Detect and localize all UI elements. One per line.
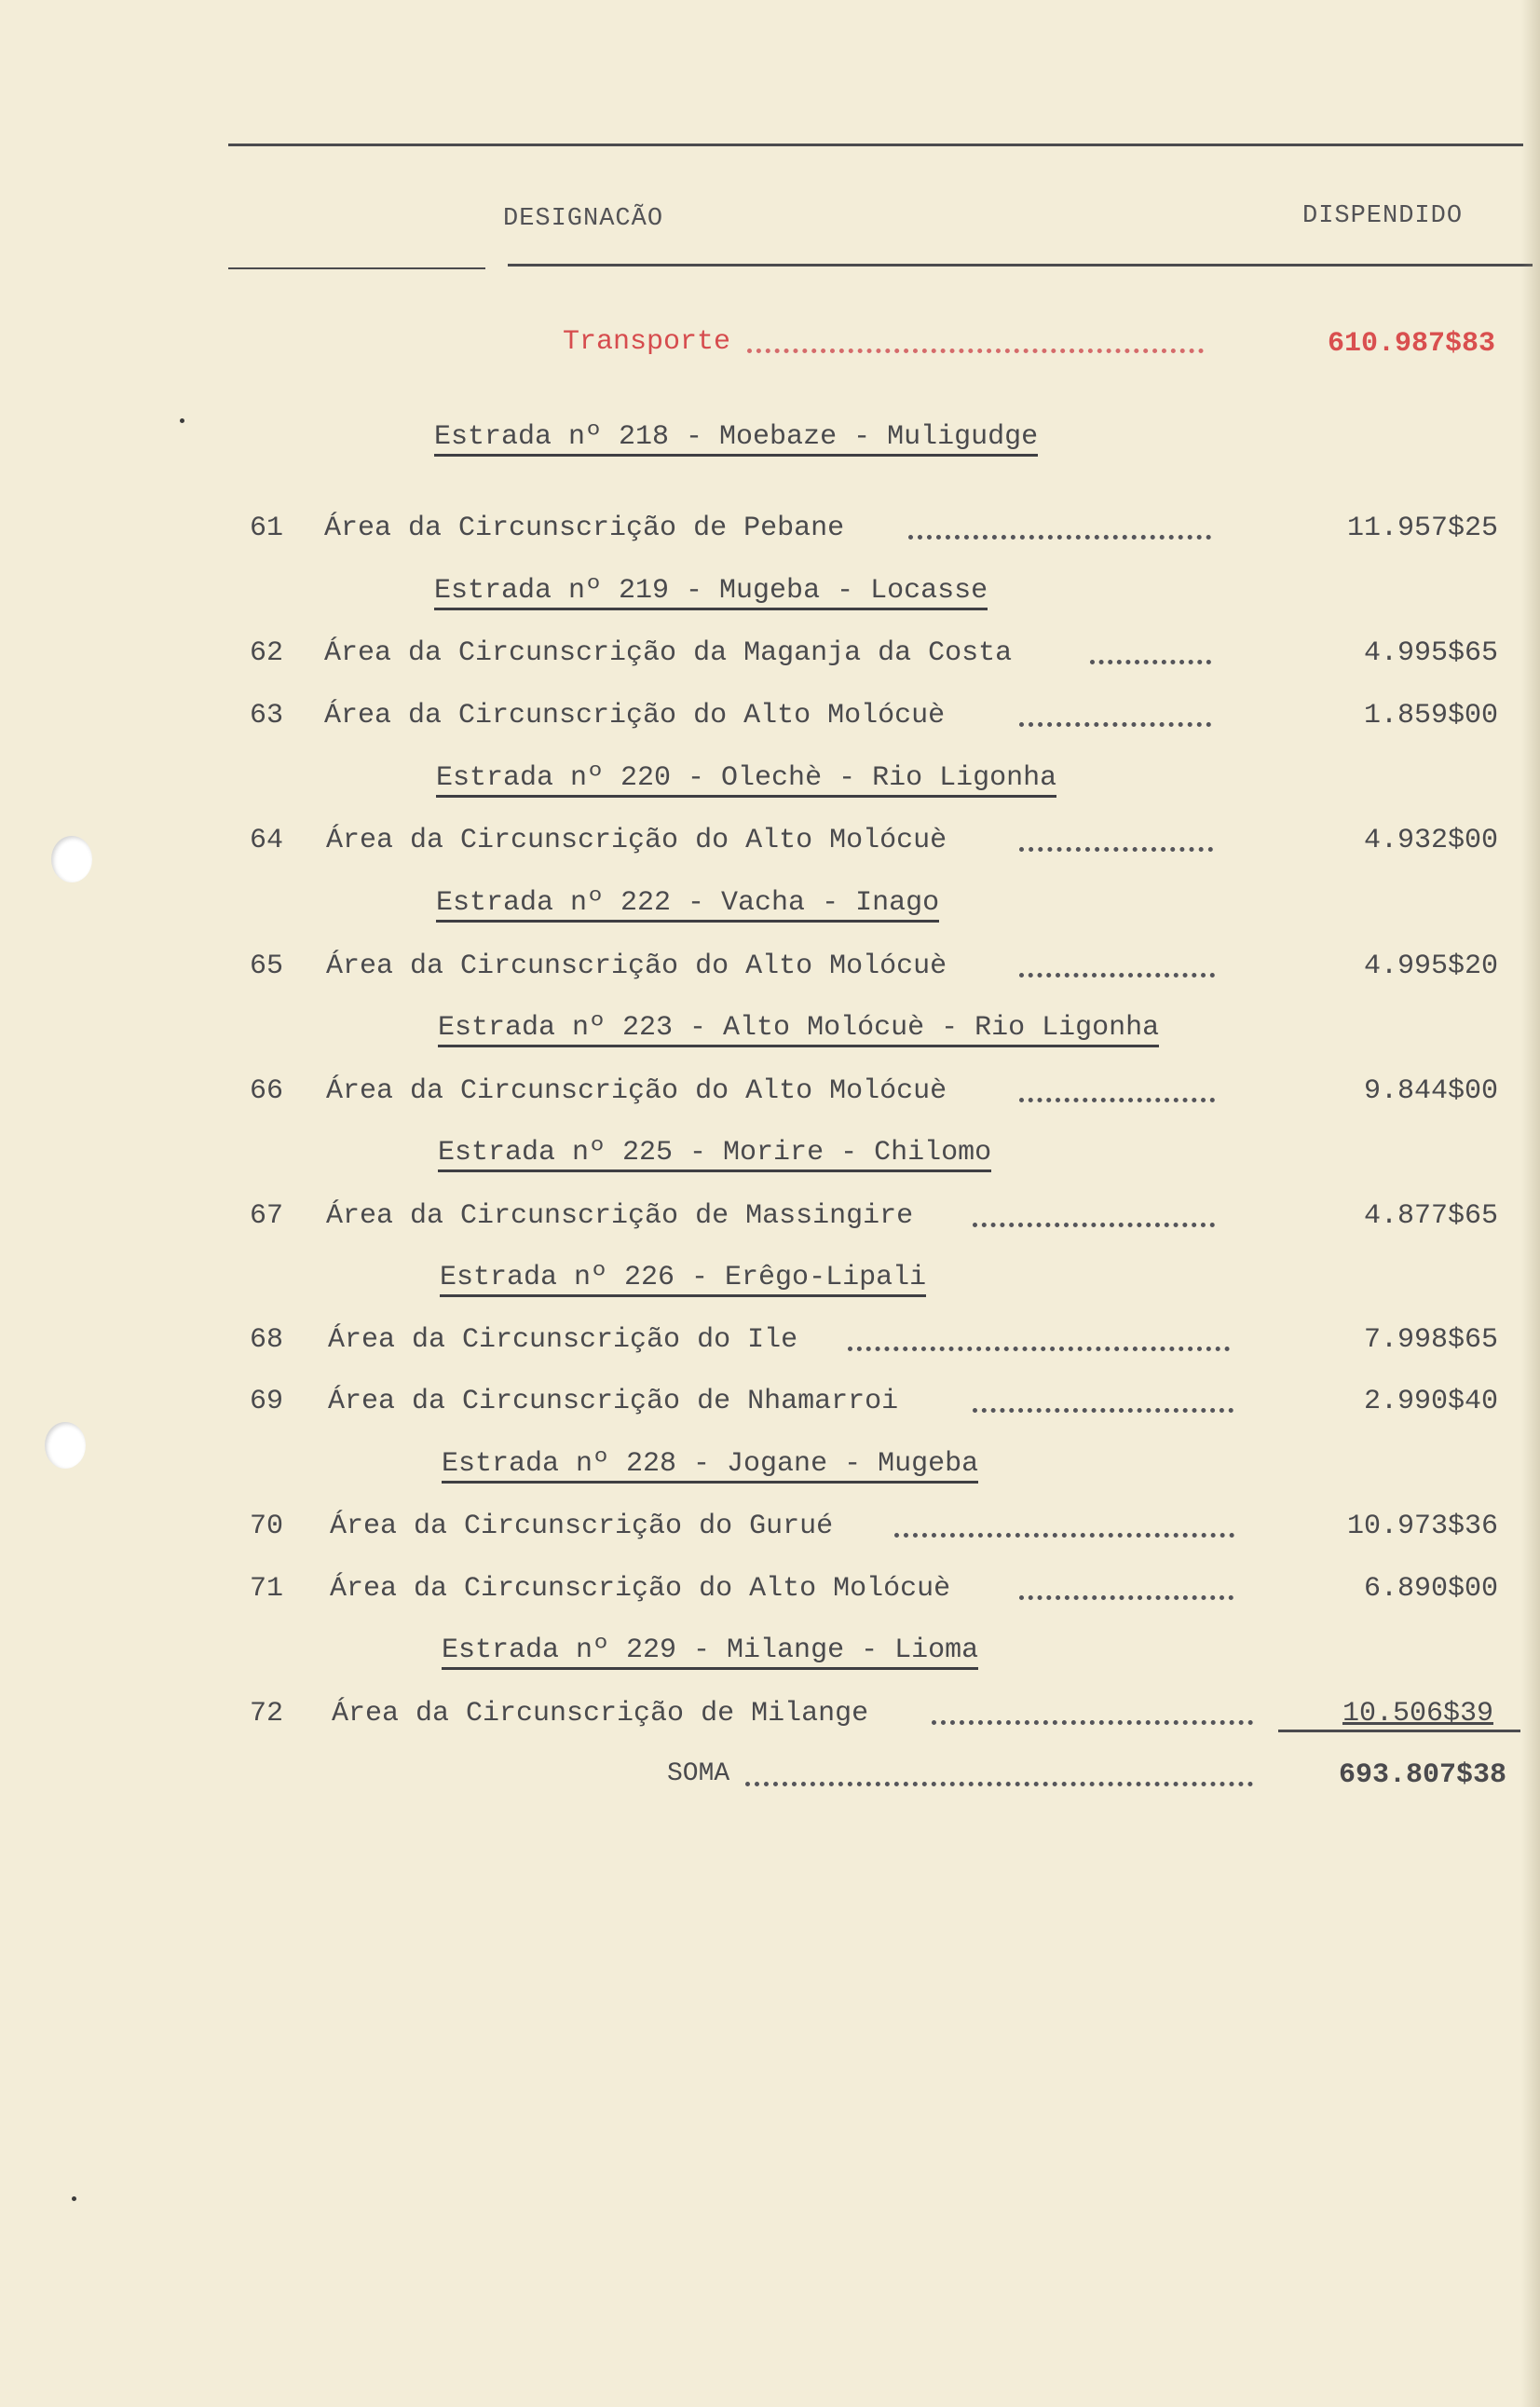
item-amount: 10.506$39 xyxy=(1342,1698,1493,1730)
item-number: 63 xyxy=(250,700,284,732)
item-number: 62 xyxy=(250,637,284,669)
line-item-69 xyxy=(0,1386,1540,1430)
item-amount: 1.859$00 xyxy=(1363,700,1498,732)
total-rule xyxy=(1278,1730,1520,1732)
line-item-70 xyxy=(0,1511,1540,1555)
road-heading: Estrada nº 220 - Olechè - Rio Ligonha xyxy=(436,762,1056,798)
item-amount: 4.995$65 xyxy=(1363,637,1498,669)
total-label: SOMA xyxy=(667,1759,730,1788)
road-heading: Estrada nº 225 - Morire - Chilomo xyxy=(438,1137,991,1172)
item-number: 61 xyxy=(250,513,284,544)
road-heading: Estrada nº 228 - Jogane - Mugeba xyxy=(442,1448,978,1484)
transport-leader xyxy=(747,349,1204,353)
total-amount: 693.807$38 xyxy=(1338,1759,1506,1791)
total-leader xyxy=(745,1782,1253,1786)
road-heading: Estrada nº 222 - Vacha - Inago xyxy=(436,887,939,923)
item-amount: 4.932$00 xyxy=(1363,825,1498,856)
transport-label: Transporte xyxy=(563,326,731,358)
item-leader xyxy=(932,1720,1253,1725)
road-heading: Estrada nº 229 - Milange - Lioma xyxy=(442,1634,978,1670)
item-leader xyxy=(1019,847,1213,852)
transport-amount: 610.987$83 xyxy=(1327,328,1495,360)
total-row xyxy=(0,1759,1540,1804)
item-number: 71 xyxy=(250,1573,284,1605)
line-item-68 xyxy=(0,1324,1540,1369)
item-amount: 10.973$36 xyxy=(1346,1511,1498,1542)
item-description: Área da Circunscrição do Gurué xyxy=(330,1511,834,1542)
road-heading: Estrada nº 223 - Alto Molócuè - Rio Ligonha xyxy=(438,1012,1159,1047)
item-number: 70 xyxy=(250,1511,284,1542)
item-amount: 7.998$65 xyxy=(1363,1324,1498,1356)
top-rule xyxy=(228,144,1523,146)
item-description: Área da Circunscrição de Milange xyxy=(332,1698,869,1730)
item-amount: 2.990$40 xyxy=(1363,1386,1498,1417)
designation-header: DESIGNACÃO xyxy=(503,205,664,233)
item-description: Área da Circunscrição de Massingire xyxy=(326,1200,914,1232)
transport-row xyxy=(0,326,1540,371)
item-amount: 4.877$65 xyxy=(1363,1200,1498,1232)
item-leader xyxy=(1019,722,1211,727)
punch-hole-bottom xyxy=(45,1422,86,1469)
item-leader xyxy=(1019,973,1215,978)
header-rule-left xyxy=(228,267,485,269)
line-item-71 xyxy=(0,1573,1540,1618)
road-heading: Estrada nº 218 - Moebaze - Muligudge xyxy=(434,421,1038,457)
item-leader xyxy=(894,1533,1234,1538)
item-amount: 11.957$25 xyxy=(1346,513,1498,544)
item-description: Área da Circunscrição do Alto Molócuè xyxy=(324,700,946,732)
item-leader xyxy=(1090,660,1211,664)
item-description: Área da Circunscrição de Pebane xyxy=(324,513,845,544)
ink-speck xyxy=(72,2196,76,2201)
paper-edge-shadow xyxy=(1521,0,1540,2407)
item-amount: 9.844$00 xyxy=(1363,1075,1498,1107)
item-description: Área da Circunscrição de Nhamarroi xyxy=(328,1386,899,1417)
line-item-62 xyxy=(0,637,1540,682)
item-description: Área da Circunscrição da Maganja da Costa xyxy=(324,637,1013,669)
item-leader xyxy=(1019,1098,1215,1102)
item-description: Área da Circunscrição do Alto Molócuè xyxy=(326,950,947,982)
item-leader xyxy=(973,1223,1215,1227)
item-number: 68 xyxy=(250,1324,284,1356)
line-item-63 xyxy=(0,700,1540,745)
item-number: 65 xyxy=(250,950,284,982)
item-leader xyxy=(973,1408,1233,1413)
line-item-66 xyxy=(0,1075,1540,1120)
item-number: 72 xyxy=(250,1698,284,1730)
line-item-65 xyxy=(0,950,1540,995)
item-number: 67 xyxy=(250,1200,284,1232)
item-number: 66 xyxy=(250,1075,284,1107)
header-rule-right xyxy=(508,264,1533,267)
line-item-72 xyxy=(0,1698,1540,1743)
punch-hole-top xyxy=(51,836,92,882)
road-heading: Estrada nº 219 - Mugeba - Locasse xyxy=(434,575,988,610)
road-heading: Estrada nº 226 - Erêgo-Lipali xyxy=(440,1262,926,1297)
line-item-61 xyxy=(0,513,1540,557)
line-item-67 xyxy=(0,1200,1540,1245)
line-item-64 xyxy=(0,825,1540,869)
item-description: Área da Circunscrição do Alto Molócuè xyxy=(326,1075,947,1107)
item-number: 69 xyxy=(250,1386,284,1417)
item-leader xyxy=(1019,1595,1233,1600)
item-leader xyxy=(908,535,1211,540)
item-description: Área da Circunscrição do Alto Molócuè xyxy=(330,1573,951,1605)
item-description: Área da Circunscrição do Ile xyxy=(328,1324,798,1356)
item-amount: 6.890$00 xyxy=(1363,1573,1498,1605)
item-description: Área da Circunscrição do Alto Molócuè xyxy=(326,825,947,856)
item-number: 64 xyxy=(250,825,284,856)
ink-speck xyxy=(180,418,184,423)
item-leader xyxy=(848,1347,1230,1351)
spent-header: DISPENDIDO xyxy=(1302,202,1464,230)
item-amount: 4.995$20 xyxy=(1363,950,1498,982)
